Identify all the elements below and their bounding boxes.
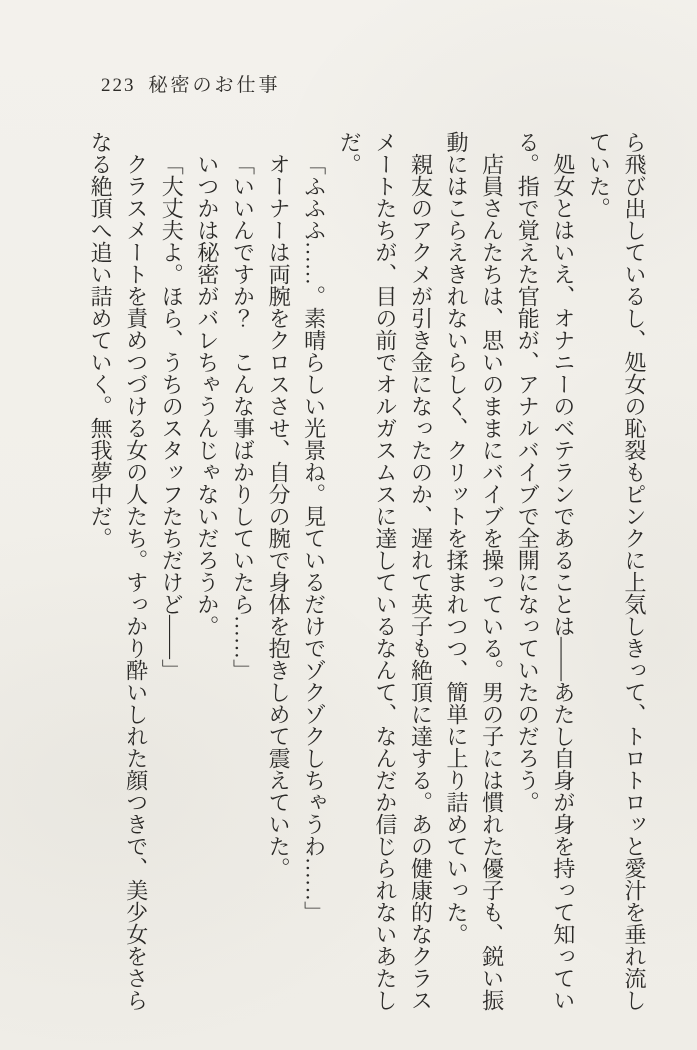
paragraph: 「いいんですか？ こんな事ばかりしていたら……」	[230, 153, 256, 681]
paragraph: 親友のアクメが引き金になったのか、遅れて英子も絶頂に達する。あの健康的なクラスメートたちが、目の前でオルガスムスに達しているなんて、なんだか信じられないあたしだ。	[337, 131, 434, 1011]
paragraph: ら飛び出しているし、処女の恥裂もピンクに上気しきって、トロトロッと愛汁を垂れ流していた。	[586, 131, 647, 1011]
paragraph: 「大丈夫よ。ほら、うちのスタッフたちだけど――」	[159, 153, 185, 681]
paragraph: クラスメートを責めつづける女の人たち。すっかり酔いしれた顔つきで、美少女をさらなる絶頂へ追い詰めていく。無我夢中だ。	[88, 131, 149, 1011]
paragraph: いつかは秘密がバレちゃうんじゃないだろうか。	[194, 153, 220, 637]
paragraph: 処女とはいえ、オナニーのベテランであることは――あたし自身が身を持って知っている。指で覚えた官能が、アナルバイブで全開になっていたのだろう。	[515, 131, 576, 1011]
running-title: 秘密のお仕事	[148, 75, 281, 96]
page-number: 223	[101, 75, 136, 96]
paragraph: オーナーは両腕をクロスさせ、自分の腕で身体を抱きしめて震えていた。	[266, 153, 292, 879]
paragraph: 店員さんたちは、思いのままにバイブを操っている。男の子には慣れた優子も、鋭い振動にはこらえきれないらしく、クリットを揉まれつつ、簡単に上り詰めていった。	[444, 131, 505, 1011]
paragraph: 「ふふふ……。素晴らしい光景ね。見ているだけでゾクゾクしちゃうわ……」	[301, 153, 327, 923]
running-head	[101, 70, 281, 97]
body-text	[80, 131, 652, 1015]
